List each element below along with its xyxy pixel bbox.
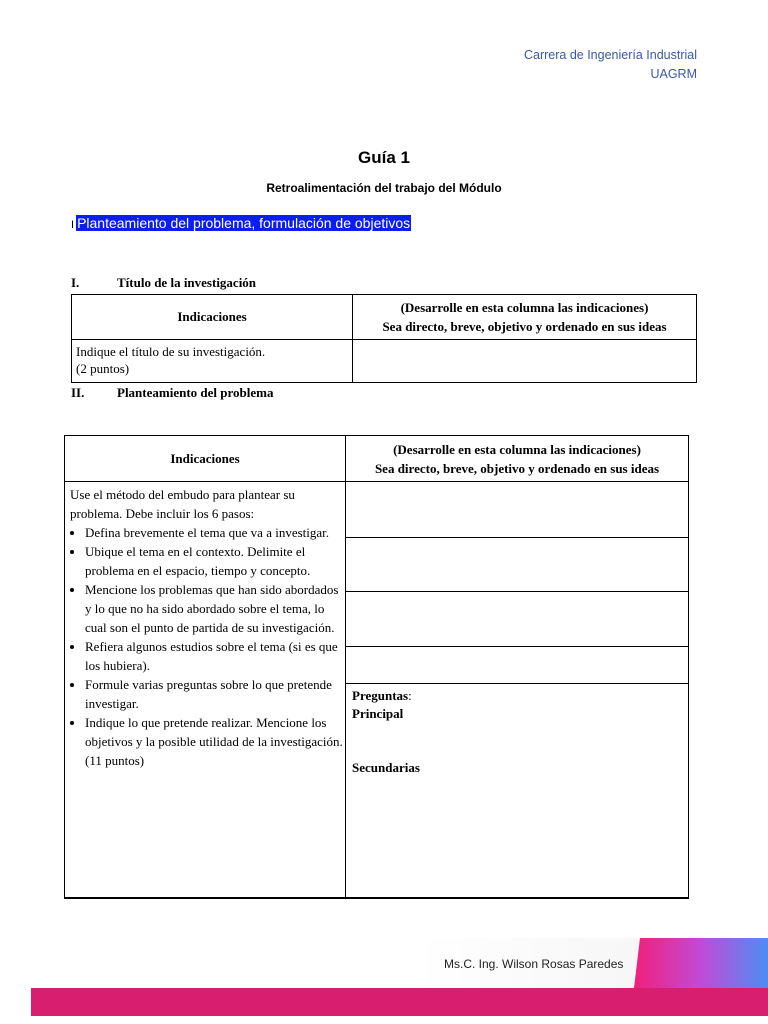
s1-row1-answer-cell[interactable] <box>353 340 697 383</box>
header-university: UAGRM <box>650 67 697 81</box>
s2-answer-cell-1[interactable] <box>346 482 689 538</box>
s2-col2-header: (Desarrolle en esta columna las indicaciones) Sea directo, breve, objetivo y ordenado en sus ideas <box>346 436 689 482</box>
list-item: • Refiera algunos estudios sobre el tema (si es que los hubiera). <box>85 637 345 675</box>
section-1-number: I. <box>71 275 80 290</box>
header-career: Carrera de Ingeniería Industrial <box>523 48 697 62</box>
list-item: • Formule varias preguntas sobre lo que pretende investigar. <box>85 675 345 713</box>
topic-highlight: Planteamiento del problema, formulación de objetivos <box>77 215 411 231</box>
s2-col1-header: Indicaciones <box>65 436 346 482</box>
list-item: • Mencione los problemas que han sido abordados y lo que no ha sido abordado sobre el tema, lo cual son el punto de partida de su investigación. <box>85 580 345 637</box>
section-2-number: II. <box>71 385 85 400</box>
list-item: • Ubique el tema en el contexto. Delimite el problema en el espacio, tiempo y concepto. <box>85 542 345 580</box>
secundarias-label: Secundarias <box>352 760 420 775</box>
section-2-heading <box>71 385 273 401</box>
list-item: • Indique lo que pretende realizar. Mencione los objetivos y la posible utilidad de la investigación. (11 puntos) <box>85 713 345 770</box>
s2-instructions-cell <box>65 482 346 898</box>
s1-col1-header: Indicaciones <box>72 295 353 340</box>
s2-questions-cell[interactable]: Preguntas: Principal Secundarias <box>346 684 689 898</box>
questions-label: Preguntas <box>352 688 409 703</box>
s2-intro-text: Use el método del embudo para plantear su problema. Debe incluir los 6 pasos: <box>70 487 295 521</box>
s1-row1-instructions: Indique el título de su investigación. (2 puntos) <box>72 340 353 383</box>
principal-label: Principal <box>352 706 404 721</box>
s2-answer-cell-4[interactable] <box>346 647 689 684</box>
topic-prefix: I <box>71 219 75 231</box>
section-2-table <box>64 435 689 899</box>
list-item: • Defina brevemente el tema que va a investigar. <box>85 523 345 542</box>
header-institution <box>524 46 697 84</box>
s1-col2-header: (Desarrolle en esta columna las indicaciones) Sea directo, breve, objetivo y ordenado en sus ideas <box>353 295 697 340</box>
section-1-heading <box>71 275 256 291</box>
page-title: Guía 1 <box>358 148 410 167</box>
s2-answer-cell-3[interactable] <box>346 592 689 647</box>
footer-author: Ms.C. Ing. Wilson Rosas Paredes <box>444 957 624 971</box>
highlighted-topic <box>71 214 411 234</box>
s2-answer-cell-2[interactable] <box>346 538 689 592</box>
page-subtitle: Retroalimentación del trabajo del Módulo <box>266 181 502 195</box>
section-2-title: Planteamiento del problema <box>117 385 274 400</box>
footer-gradient-tab <box>634 938 768 988</box>
section-1-table <box>71 294 697 383</box>
footer-bar <box>31 988 768 1016</box>
s2-steps-list <box>65 523 345 770</box>
section-1-title: Título de la investigación <box>117 275 257 290</box>
